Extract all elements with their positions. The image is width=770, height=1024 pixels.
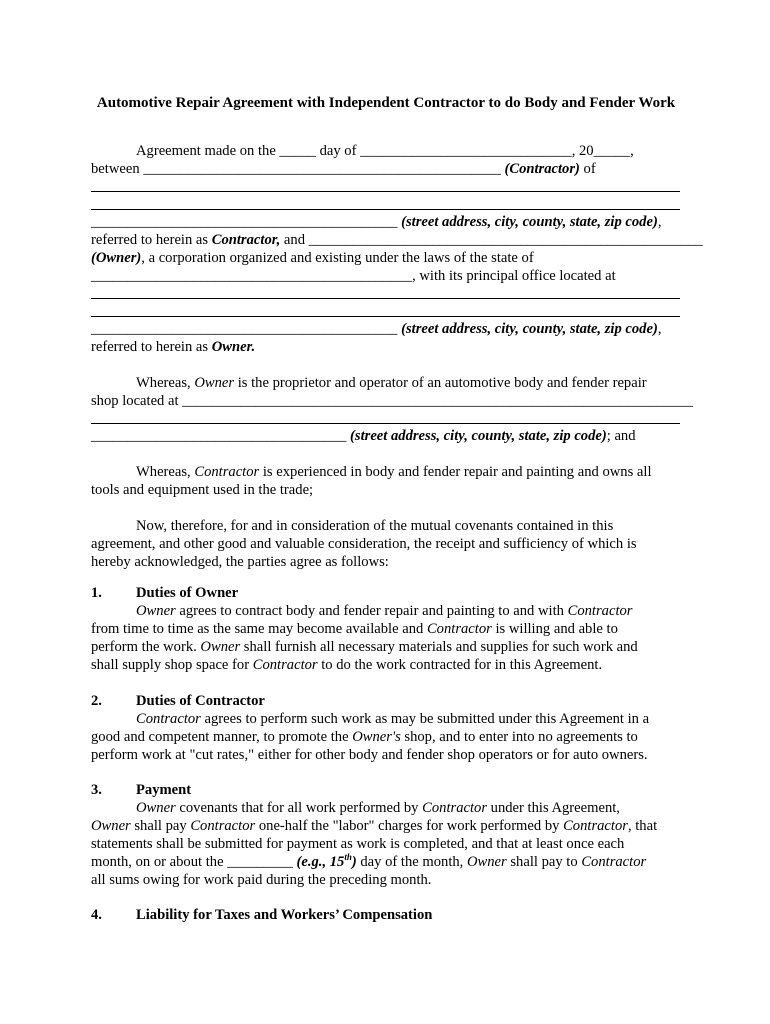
contractor-label: (Contractor) bbox=[504, 161, 580, 177]
owner-term: Owner bbox=[91, 818, 131, 834]
s1-text: shall furnish all necessary materials and supplies for such work and bbox=[240, 639, 638, 655]
s1-line-1 bbox=[136, 602, 632, 620]
now-text: hereby acknowledged, the parties agree as follows: bbox=[91, 554, 389, 570]
contractor-term: Contractor, bbox=[211, 232, 281, 248]
s2-line-2 bbox=[91, 728, 638, 746]
intro-line-2 bbox=[91, 160, 596, 178]
proprietor-text: is the proprietor and operator of an automotive body and fender repair bbox=[234, 375, 647, 391]
and-text: ; and bbox=[606, 428, 636, 444]
shop-located-text: shop located at ______________________________________________________________________ bbox=[91, 393, 693, 409]
s3-text: month, on or about the _________ bbox=[91, 854, 297, 870]
contractor-term: Contractor bbox=[563, 818, 628, 834]
now-line-3 bbox=[91, 553, 389, 571]
s3-text: all sums owing for work paid during the preceding month. bbox=[91, 872, 432, 888]
experienced-text: is experienced in body and fender repair and painting and owns all bbox=[259, 464, 652, 480]
s2-text: perform work at "cut rates," either for other body and fender shop operators or for auto owners. bbox=[91, 747, 648, 763]
blank-line bbox=[91, 298, 680, 299]
principal-office-text: ____________________________________________, with its principal office located at bbox=[91, 268, 616, 284]
s1-text: agrees to contract body and fender repair and painting to and with bbox=[175, 603, 568, 619]
s3-text: under this Agreement, bbox=[487, 800, 620, 816]
intro-line-5 bbox=[91, 231, 703, 249]
between-text: between _________________________________________________ bbox=[91, 161, 501, 177]
address-blank: __________________________________________ bbox=[91, 321, 398, 337]
s3-text: shall pay bbox=[130, 818, 191, 834]
address-label: (street address, city, county, state, zip code) bbox=[401, 214, 658, 230]
owner-label: (Owner) bbox=[91, 250, 142, 266]
s1-line-2 bbox=[91, 620, 618, 638]
section-number: 1. bbox=[91, 585, 102, 601]
section-heading: Liability for Taxes and Workers’ Compensation bbox=[136, 907, 433, 923]
intro-line-7 bbox=[91, 267, 616, 285]
s3-line-1 bbox=[136, 799, 620, 817]
address-blank: __________________________________________ bbox=[91, 214, 398, 230]
shop-address-line bbox=[91, 427, 636, 445]
owner-term: Owner bbox=[136, 800, 176, 816]
example-date bbox=[297, 854, 357, 870]
now-text: agreement, and other good and valuable consideration, the receipt and sufficiency of which is bbox=[91, 536, 637, 552]
section-number: 3. bbox=[91, 782, 102, 798]
corporation-text: , a corporation organized and existing under the laws of the state of bbox=[141, 250, 534, 266]
s1-line-3 bbox=[91, 638, 638, 656]
document-title: Automotive Repair Agreement with Independent Contractor to do Body and Fender Work bbox=[96, 95, 676, 111]
address-label: (street address, city, county, state, zip code) bbox=[350, 428, 607, 444]
whereas2-line-2 bbox=[91, 481, 313, 499]
now-line-1 bbox=[136, 517, 613, 535]
s3-line-4 bbox=[91, 853, 646, 871]
referred-text: referred to herein as bbox=[91, 339, 212, 355]
blank-line bbox=[91, 209, 680, 210]
owner-term: Owner bbox=[200, 639, 241, 655]
tools-text: tools and equipment used in the trade; bbox=[91, 482, 314, 498]
s3-text: statements shall be submitted for payment as work is completed, and that at least once each bbox=[91, 836, 625, 852]
and-blank: and ______________________________________________________ bbox=[280, 232, 703, 248]
intro-line-10 bbox=[91, 338, 255, 356]
section-heading: Payment bbox=[136, 782, 192, 798]
s1-text: from time to time as the same may become available and bbox=[91, 621, 427, 637]
whereas2-line-1 bbox=[136, 463, 652, 481]
s3-text: shall pay to bbox=[506, 854, 582, 870]
address-label: (street address, city, county, state, zip code) bbox=[401, 321, 658, 337]
now-line-2 bbox=[91, 535, 637, 553]
s1-text: shall supply shop space for bbox=[91, 657, 253, 673]
contractor-term: Contractor bbox=[581, 854, 647, 870]
example-text: (e.g., 15 bbox=[296, 854, 345, 870]
s2-line-3 bbox=[91, 746, 648, 764]
section-number: 4. bbox=[91, 907, 102, 923]
contractor-term: Contractor bbox=[194, 464, 260, 480]
address-blank: ___________________________________ bbox=[91, 428, 347, 444]
s2-line-1 bbox=[136, 710, 649, 728]
contractor-term: Contractor bbox=[567, 603, 633, 619]
agreement-date-text: Agreement made on the _____ day of _____________________________, 20_____, bbox=[136, 143, 634, 159]
contractor-address-line bbox=[91, 213, 661, 231]
whereas-text: Whereas, bbox=[136, 464, 195, 480]
intro-line-6 bbox=[91, 249, 534, 267]
owner-term: Owner's bbox=[352, 729, 401, 745]
owner-term: Owner bbox=[136, 603, 176, 619]
ordinal-suffix: th bbox=[344, 852, 352, 863]
whereas-text: Whereas, bbox=[136, 375, 195, 391]
section-heading: Duties of Contractor bbox=[136, 693, 265, 709]
of-text: of bbox=[579, 161, 596, 177]
blank-line bbox=[91, 316, 680, 317]
section-heading: Duties of Owner bbox=[136, 585, 239, 601]
owner-address-line bbox=[91, 320, 661, 338]
s2-text: shop, and to enter into no agreements to bbox=[400, 729, 638, 745]
s1-text: to do the work contracted for in this Agreement. bbox=[317, 657, 603, 673]
now-text: Now, therefore, for and in consideration of the mutual covenants contained in this bbox=[136, 518, 614, 534]
s3-text: day of the month, bbox=[356, 854, 467, 870]
whereas1-line-2 bbox=[91, 392, 693, 410]
intro-line-1 bbox=[136, 142, 634, 160]
section-number: 2. bbox=[91, 693, 102, 709]
s3-line-5 bbox=[91, 871, 431, 889]
s3-text: one-half the "labor" charges for work performed by bbox=[255, 818, 564, 834]
s3-line-3 bbox=[91, 835, 624, 853]
comma: , bbox=[657, 321, 662, 337]
contractor-term: Contractor bbox=[426, 621, 492, 637]
s2-text: good and competent manner, to promote the bbox=[91, 729, 353, 745]
s3-text: , that bbox=[627, 818, 658, 834]
contractor-term: Contractor bbox=[422, 800, 488, 816]
s3-text: covenants that for all work performed by bbox=[175, 800, 423, 816]
s3-line-2 bbox=[91, 817, 657, 835]
contractor-term: Contractor bbox=[190, 818, 256, 834]
blank-line bbox=[91, 423, 680, 424]
owner-term: Owner. bbox=[211, 339, 256, 355]
whereas1-line-1 bbox=[136, 374, 647, 392]
contractor-term: Contractor bbox=[252, 657, 318, 673]
owner-term: Owner bbox=[466, 854, 507, 870]
s2-text: agrees to perform such work as may be submitted under this Agreement in a bbox=[200, 711, 650, 727]
owner-term: Owner bbox=[194, 375, 235, 391]
contractor-term: Contractor bbox=[136, 711, 201, 727]
s1-text: perform the work. bbox=[91, 639, 201, 655]
s1-text: is willing and able to bbox=[491, 621, 618, 637]
example-close: ) bbox=[351, 854, 357, 870]
referred-text: referred to herein as bbox=[91, 232, 212, 248]
comma: , bbox=[657, 214, 662, 230]
s1-line-4 bbox=[91, 656, 602, 674]
blank-line bbox=[91, 191, 680, 192]
